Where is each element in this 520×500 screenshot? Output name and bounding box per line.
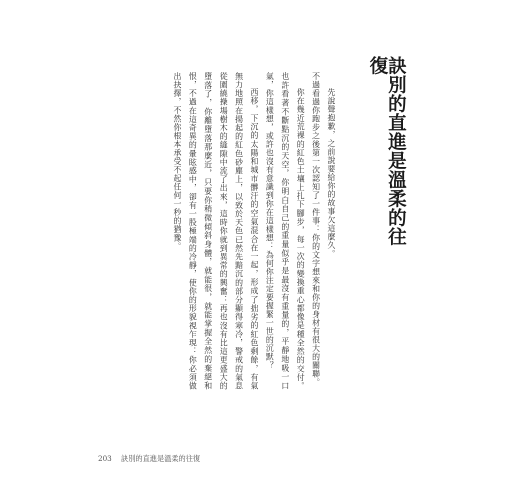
paragraph: 先說聲抱歉，之前說要給你的故事欠這麼久。	[327, 87, 336, 258]
paragraph: 不過看過你跑步之後第一次認知了一件事：你的文字想來和你的身材有很大的關聯。	[311, 72, 321, 387]
page-number: 203	[98, 454, 112, 463]
body-text	[170, 72, 339, 390]
page-footer	[98, 454, 200, 464]
paragraph: 西移，下沉的太陽和城市髒汙的空氣混合在一起，形成了拙劣的紅色剩餘，有氣無力地照在揚起的紅色砂塵上，以致於天色已然先黯沉的部分顯得寒冷，警戒的氣息從圍繞操場樹木的縫隙中流了出來，這時你就到異常的興奮：再也沒有比這更盛大的墮落了，你離墮落那麼近，只要你稍微傾斜身體，就能很，就能掌握全然的棄絕和恨，不過在這奇異的暈眩感中，卻有一股極端的冷靜，使你的形貌視乍現：你必須做出抉擇，不然你根本承受不起任何一秒的猶豫。	[172, 72, 259, 390]
chapter-title: 訣別的直進是溫柔的往復	[366, 56, 407, 246]
running-title: 訣別的直進是溫柔的往復	[121, 454, 201, 463]
paragraph: 你在幾近荒裸的紅色土壤上扎下腳步，每一次的變換重心都像是種全然的交付。也許看著不斷點沉的天空，你明白自己的重量似乎是最沒有重量的，平靜地吸一口氣，你這樣想，或許也沒有意識到你在這樣想：為何你注定要握緊一世的沉默？	[265, 72, 306, 390]
